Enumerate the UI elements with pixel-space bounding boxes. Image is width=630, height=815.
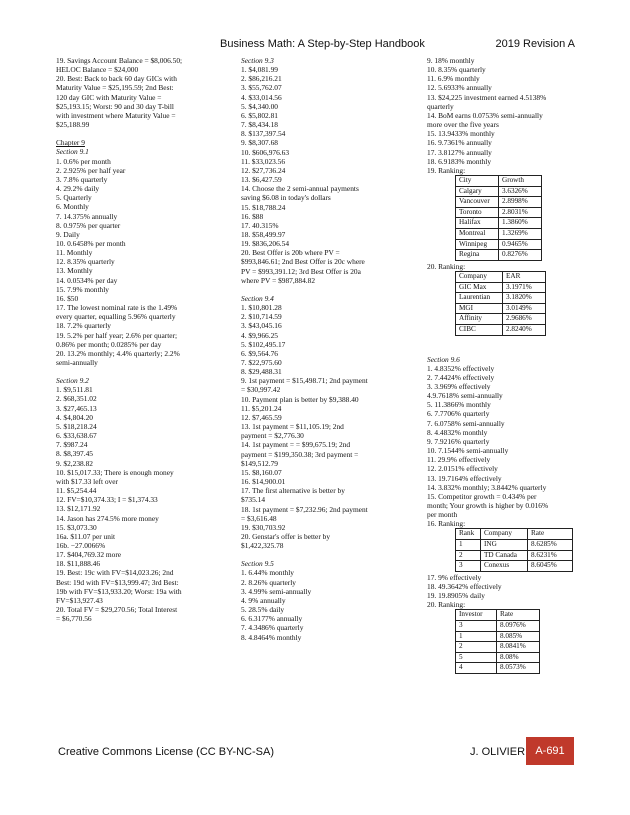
answer-line: 8. $137,397.54 [241, 129, 286, 139]
answer-line: 3. 4.99% semi-annually [241, 586, 312, 596]
answer-line: 6. $5,802.81 [241, 110, 278, 120]
table-row [456, 652, 540, 663]
table-cell: 8.0841% [497, 642, 540, 653]
table-row [456, 303, 546, 314]
answer-line: 15. $18,788.24 [241, 202, 286, 212]
table-cell: 1 [456, 631, 497, 642]
answer-line: 18. $58,499.97 [241, 229, 286, 239]
answer-line: 18. 1st payment = $7,232.96; 2nd payment [241, 504, 368, 514]
section-answers [241, 568, 413, 641]
table-cell: 1.3860% [499, 218, 542, 229]
answer-line: 16. $14,900.01 [241, 477, 286, 487]
answer-line: 11. $33,023.56 [241, 156, 286, 166]
table-header-row [456, 610, 540, 621]
table-cell: 3.6326% [499, 186, 542, 197]
table-cell: 3.0149% [503, 303, 546, 314]
answer-line: 2. 8.26% quarterly [241, 577, 297, 587]
answer-line: 16a. $11.07 per unit [56, 531, 116, 541]
table-row [456, 207, 542, 218]
answer-line: 1. $4,081.99 [241, 65, 278, 75]
answer-line: 20. Genstar's offer is better by [241, 531, 331, 541]
table-cell: 2.8240% [503, 324, 546, 335]
answer-line: 20. 13.2% monthly; 4.4% quarterly; 2.2% [56, 348, 180, 358]
answer-line: 15. Competitor growth = 0.434% per [427, 491, 537, 501]
answer-line: 20. Best: Back to back 60 day GICs with [56, 74, 177, 84]
answer-line: 11. 29.9% effectively [427, 455, 491, 465]
answer-line: $149,512.79 [241, 458, 278, 468]
table-cell: Winnipeg [456, 239, 499, 250]
table-header-row [456, 176, 542, 187]
answer-line: 19. $836,206.54 [241, 239, 290, 249]
answer-line: every quarter, equalling 5.96% quarterly [56, 312, 176, 322]
table-cell: 3 [456, 561, 481, 572]
answer-line: 6. $9,564.76 [241, 348, 278, 358]
answer-line: 12. FV=$10,374.33; I = $1,374.33 [56, 495, 158, 505]
answer-line: 6. 6.3177% annually [241, 614, 303, 624]
answer-line: 7. $987.24 [56, 440, 88, 450]
answer-line: 9. 18% monthly [427, 56, 475, 65]
answer-line: 2. $10,714.59 [241, 312, 282, 322]
answer-line: 5. 28.5% daily [241, 605, 285, 615]
table-row [456, 293, 546, 304]
section-answers [56, 157, 226, 368]
answer-line: 10. $15,017.33; There is enough money [56, 467, 174, 477]
answer-line: Best: 19d with FV=$13,999.47; 3rd Best: [56, 577, 179, 587]
answer-line: 14. 3.832% monthly; 3.8442% quarterly [427, 482, 547, 492]
answer-line: 17. The first alternative is better by [241, 486, 345, 496]
table-cell: 3 [456, 621, 497, 632]
answer-line: $25,193.15; Worst: 90 and 30 day T-bill [56, 101, 174, 111]
section-answers [56, 385, 226, 623]
answer-line: month; Your growth is higher by 0.016% [427, 501, 549, 510]
table-cell: TD Canada [481, 550, 528, 561]
section-answers [241, 303, 413, 550]
answer-line: payment = $199,350.38; 3rd payment = [241, 449, 359, 459]
table-header-row [456, 529, 573, 540]
ranking-label: 16. Ranking: [427, 519, 466, 529]
answer-line: 9. $2,238.82 [56, 458, 93, 468]
license-text: Creative Commons License (CC BY-NC-SA) [58, 746, 274, 758]
answer-line: 4. 29.2% daily [56, 184, 100, 194]
section-answers [241, 65, 413, 285]
table-cell: 2.9686% [503, 314, 546, 325]
answer-line: 13. $24,225 investment earned 4.5138% [427, 92, 547, 102]
table-row [456, 642, 540, 653]
answer-line: 11. 6.9% monthly [427, 74, 480, 84]
table-row [456, 282, 546, 293]
answer-line: 12. 5.6933% annually [427, 83, 492, 93]
table-header-cell: Rate [528, 529, 573, 540]
answer-line: 5. $102,495.17 [241, 339, 286, 349]
answer-line: 7. $22,975.60 [241, 358, 282, 367]
answer-line: 6. Monthly [56, 202, 89, 212]
table-cell: 0.9465% [499, 239, 542, 250]
answer-line: 14. BoM earns 0.0753% semi-annually [427, 110, 543, 120]
answer-line: 19. $30,703.92 [241, 522, 286, 532]
answer-line: = $6,770.56 [56, 614, 92, 624]
answer-line: 6. 7.7706% quarterly [427, 409, 490, 419]
investor-rate-table [455, 609, 540, 674]
table-cell: 2.8031% [499, 207, 542, 218]
table-cell: 2 [456, 550, 481, 561]
table-cell: Toronto [456, 207, 499, 218]
answer-line: 14. Jason has 274.5% more money [56, 513, 159, 523]
answer-line: 18. $11,888.46 [56, 559, 101, 569]
section-heading: Section 9.3 [241, 56, 274, 65]
table-cell: 8.085% [497, 631, 540, 642]
table-cell: ING [481, 540, 528, 551]
section-heading: Section 9.5 [241, 559, 274, 569]
answer-line: 10. Payment plan is better by $9,388.40 [241, 394, 359, 404]
answer-line: 7. 4.3486% quarterly [241, 623, 304, 633]
table-cell: Regina [456, 250, 499, 261]
answer-line: 20. Total FV = $29,270.56; Total Interest [56, 605, 178, 615]
answer-line: 120 day GIC with Maturity Value = [56, 92, 162, 102]
table-row [456, 561, 573, 572]
answer-line: with $17.33 left over [56, 476, 118, 486]
table-row [456, 550, 573, 561]
table-row [456, 621, 540, 632]
table-cell: GIC Max [456, 282, 503, 293]
answer-line: 9. 7.9216% quarterly [427, 436, 490, 446]
table-cell: Montreal [456, 229, 499, 240]
answer-line: 16. $88 [241, 211, 264, 221]
table-row [456, 631, 540, 642]
answer-line: $735.14 [241, 495, 266, 505]
table-row [456, 229, 542, 240]
answer-line: 5. 11.3866% monthly [427, 400, 491, 410]
answer-line: 17. The lowest nominal rate is the 1.49% [56, 303, 178, 313]
answer-line: with investment where Maturity Value = [56, 110, 176, 120]
table-header-cell: City [456, 176, 499, 187]
answer-line: 3. $27,465.13 [56, 403, 97, 413]
table-header-cell: Rate [497, 610, 540, 621]
table-row [456, 239, 542, 250]
answer-line: 13. Monthly [56, 266, 93, 276]
table-cell: 8.6285% [528, 540, 573, 551]
answer-line: 18. 6.9183% monthly [427, 156, 492, 166]
answer-line: 4. 9% annually [241, 595, 286, 605]
answer-line: 11. $5,201.24 [241, 403, 282, 413]
answer-line: 4. $33,014.56 [241, 92, 282, 102]
answer-line: 11. Monthly [56, 248, 93, 258]
answer-line: $993,846.61; 2nd Best Offer is 20c where [241, 257, 365, 267]
answer-line: 12. 8.35% quarterly [56, 257, 115, 267]
table-cell: CIBC [456, 324, 503, 335]
answer-line: 13. $12,171.92 [56, 504, 101, 514]
answer-line: 1. 4.8352% effectively [427, 363, 495, 373]
answer-line: 17. 40.315% [241, 220, 279, 230]
answer-line: 10. 8.35% quarterly [427, 65, 486, 75]
answer-line: 10. $606,976.63 [241, 147, 290, 157]
table-cell: 3.1971% [503, 282, 546, 293]
answer-line: = $3,616.48 [241, 513, 277, 523]
table-cell: 5 [456, 652, 497, 663]
city-growth-table [455, 175, 542, 261]
answer-line: 2. 7.4424% effectively [427, 372, 495, 382]
answer-line: where PV = $987,884.82 [241, 275, 316, 285]
page-footer [0, 737, 630, 767]
answer-line: 1. 6.44% monthly [241, 568, 294, 578]
table-cell: Conexus [481, 561, 528, 572]
answer-line: semi-annually [56, 358, 98, 367]
section-heading: Section 9.6 [427, 354, 460, 364]
section-answers [427, 56, 587, 166]
answer-line: 13. 19.7164% effectively [427, 473, 502, 483]
answer-line: 20. Ranking: [427, 600, 466, 610]
ranking-label: 19. Ranking: [427, 165, 466, 175]
answer-line: 5. Quarterly [56, 193, 92, 203]
answer-line: 7. 6.0758% semi-annually [427, 418, 505, 428]
rank-company-table [455, 528, 573, 571]
answer-line: FV=$13,927.43 [56, 595, 103, 605]
answer-line: 3. $55,762.07 [241, 83, 282, 93]
table-cell: 3.1820% [503, 293, 546, 304]
answer-line: PV = $993,391.12; 3rd Best Offer is 20a [241, 266, 361, 276]
page-number: A-691 [526, 737, 574, 765]
answer-line: 12. 2.0151% effectively [427, 464, 498, 474]
answer-line: $25,188.99 [56, 120, 90, 130]
table-cell: 8.0976% [497, 621, 540, 632]
company-ear-table [455, 271, 546, 336]
answer-line: HELOC Balance = $24,000 [56, 65, 139, 75]
section-answers [427, 364, 587, 520]
answer-line: 12. $7,465.59 [241, 412, 282, 422]
answer-line: 8. $8,397.45 [56, 449, 93, 459]
answer-line: 2. $68,351.02 [56, 394, 97, 404]
answer-line: 3. $43,045.16 [241, 321, 282, 331]
answer-line: 13. 1st payment = $11,105.19; 2nd [241, 422, 344, 432]
answer-line: 2. $86,216.21 [241, 74, 282, 84]
table-header-cell: Company [481, 529, 528, 540]
answer-line: 17. $404,769.32 more [56, 550, 122, 560]
answer-line: 13. $6,427.59 [241, 175, 282, 185]
table-row [456, 197, 542, 208]
table-cell: Calgary [456, 186, 499, 197]
answer-line: 10. 7.1544% semi-annually [427, 446, 509, 456]
table-row [456, 663, 540, 674]
answer-line: 8. 0.975% per quarter [56, 220, 121, 230]
answer-line: Maturity Value = $25,195.59; 2nd Best: [56, 83, 174, 93]
table-cell: 1 [456, 540, 481, 551]
answer-line: 6. $33,638.67 [56, 431, 97, 441]
table-cell: 2.8998% [499, 197, 542, 208]
answer-line: 9. Daily [56, 229, 80, 239]
answer-line: per month [427, 510, 458, 520]
section-heading: Section 9.2 [56, 376, 89, 386]
chapter-heading: Chapter 9 [56, 138, 85, 148]
table-header-cell: EAR [503, 271, 546, 282]
answer-line: 9. $8,307.68 [241, 138, 278, 148]
answer-line: 18. 49.3642% effectively [427, 582, 502, 591]
author-name: J. OLIVIER [470, 746, 526, 758]
column-1 [56, 56, 226, 623]
answer-line: 15. $8,160.07 [241, 467, 282, 477]
ranking-label: 20. Ranking: [427, 261, 466, 271]
answer-line: 3. 7.8% quarterly [56, 174, 108, 184]
answer-line: 10. 0.6458% per month [56, 238, 126, 248]
table-header-row [456, 271, 546, 282]
table-cell: MGI [456, 303, 503, 314]
section-answers [427, 573, 587, 610]
answer-line: 19b with FV=$13,933.20; Worst: 19a with [56, 586, 182, 596]
table-cell: 2 [456, 642, 497, 653]
answer-line: 1. $9,511.81 [56, 385, 93, 395]
answer-line: 16. $50 [56, 293, 79, 303]
answer-line: 15. 7.9% monthly [56, 284, 109, 294]
answer-line: 1. $10,801.28 [241, 303, 282, 313]
table-cell: Halifax [456, 218, 499, 229]
table-header-cell: Investor [456, 610, 497, 621]
answer-line: 5. $4,340.00 [241, 101, 278, 111]
answer-line: 16. 9.7361% annually [427, 138, 492, 148]
revision-label: 2019 Revision A [495, 38, 575, 50]
answer-line: 3. 3.969% effectively [427, 381, 491, 391]
answer-line: 14. Choose the 2 semi-annual payments [241, 184, 359, 194]
answer-line: 12. $27,736.24 [241, 165, 286, 175]
answer-line: 5. $18,218.24 [56, 421, 97, 431]
top-answers [56, 56, 226, 129]
answer-line: 4. $4,804.20 [56, 412, 93, 422]
page-header [0, 38, 630, 52]
table-header-cell: Rank [456, 529, 481, 540]
answer-line: 17. 9% effectively [427, 572, 482, 582]
answer-line: 1. 0.6% per month [56, 156, 111, 166]
table-cell: 1.3269% [499, 229, 542, 240]
table-header-cell: Company [456, 271, 503, 282]
table-cell: 8.6045% [528, 561, 573, 572]
answer-line: 0.86% per month; 0.0285% per day [56, 339, 162, 349]
answer-line: saving $6.08 in today's dollars [241, 193, 331, 203]
answer-line: 14. 0.0534% per day [56, 275, 118, 285]
column-2 [241, 56, 413, 642]
answer-line: 19. Best: 19c with FV=$14,023.26; 2nd [56, 568, 174, 578]
answer-line: 19. Savings Account Balance = $8,006.50; [56, 56, 183, 65]
answer-line: 9. 1st payment = $15,498.71; 2nd payment [241, 376, 368, 386]
answer-line: 8. 4.8464% monthly [241, 632, 302, 642]
answer-line: 4. $9,966.25 [241, 330, 278, 340]
answer-line: 19. 5.2% per half year; 2.6% per quarter; [56, 330, 178, 340]
answer-line: 8. $29,488.31 [241, 367, 282, 377]
answer-line: 16b. −27.0066% [56, 540, 106, 550]
table-row [456, 540, 573, 551]
answer-line: 19. 19.8905% daily [427, 591, 485, 601]
answer-line: = $30,997.42 [241, 385, 281, 395]
table-row [456, 186, 542, 197]
book-title: Business Math: A Step-by-Step Handbook [220, 38, 425, 50]
answer-line: 15. 13.9433% monthly [427, 129, 495, 139]
table-cell: 8.6231% [528, 550, 573, 561]
table-cell: Vancouver [456, 197, 499, 208]
table-cell: Affinity [456, 314, 503, 325]
answer-line: more over the five years [427, 120, 499, 130]
answer-line: 11. $5,254.44 [56, 486, 97, 496]
answer-line: payment = $2,776.30 [241, 431, 304, 441]
table-cell: Laurentian [456, 293, 503, 304]
column-3 [427, 56, 587, 675]
answer-line: $1,422,325.78 [241, 541, 284, 551]
answer-line: quarterly [427, 101, 454, 111]
answer-line: 2. 2.925% per half year [56, 165, 126, 175]
answer-line: 8. 4.4832% monthly [427, 427, 488, 437]
answer-line: 7. 14.375% annually [56, 211, 118, 221]
table-header-cell: Growth [499, 176, 542, 187]
table-row [456, 314, 546, 325]
answer-line: 7. $8,434.18 [241, 120, 278, 130]
section-heading: Section 9.1 [56, 147, 89, 157]
table-row [456, 250, 542, 261]
answer-line: 18. 7.2% quarterly [56, 321, 112, 331]
section-heading: Section 9.4 [241, 293, 274, 303]
answer-line: 14. 1st payment = = $99,675.19; 2nd [241, 440, 351, 450]
table-row [456, 218, 542, 229]
answer-line: 20. Best Offer is 20b where PV = [241, 248, 340, 258]
answer-line: 4.9.7618% semi-annually [427, 391, 503, 401]
table-row [456, 324, 546, 335]
table-cell: 8.08% [497, 652, 540, 663]
answer-line: 15. $3,073.30 [56, 522, 97, 532]
table-cell: 4 [456, 663, 497, 674]
table-cell: 8.0573% [497, 663, 540, 674]
answer-line: 17. 3.8127% annually [427, 147, 492, 157]
table-cell: 0.8276% [499, 250, 542, 261]
